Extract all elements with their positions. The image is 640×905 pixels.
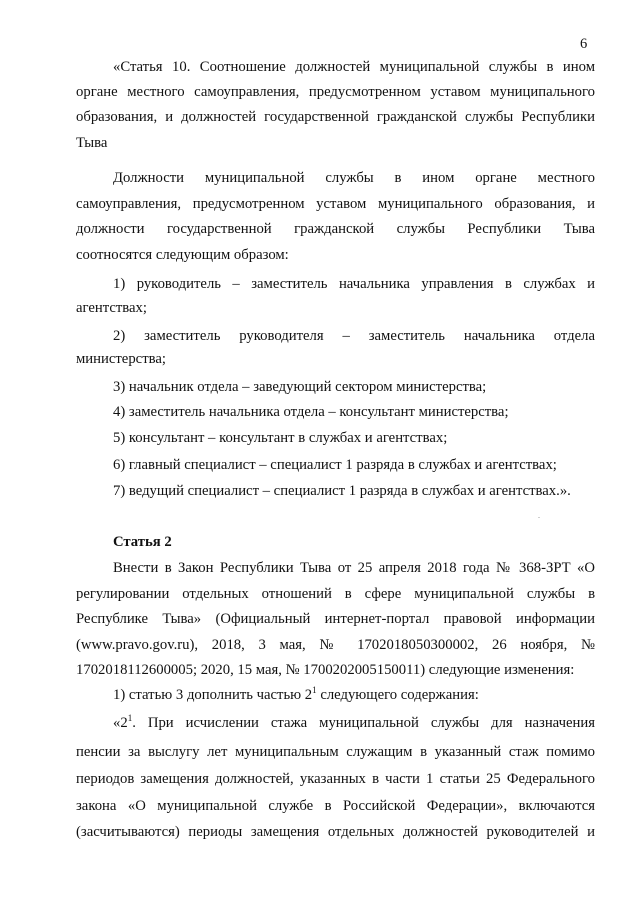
article-10-title-line-2: органе местного самоуправления, предусмотренном уставом муниципального [76, 84, 595, 100]
article-10-intro-line-3: должности государственной гражданской службы Республики Тыва [76, 221, 595, 237]
quote-superscript: 1 [127, 713, 133, 723]
article-2-point-1-tail: следующего содержания: [316, 687, 479, 703]
article-2-point-1-text: 1) статью 3 дополнить частью 2 [113, 687, 313, 703]
article-2-para-line-1: Внести в Закон Республики Тыва от 25 апреля 2018 года № 368-ЗРТ «О [113, 560, 595, 576]
article-2-para-line-3: Республике Тыва» (Официальный интернет-портал правовой информации [76, 611, 595, 627]
article-10-item-2-line-1: 2) заместитель руководителя – заместитель начальника отдела [113, 328, 595, 344]
quote-first-tail: . При исчислении стажа муниципальной службы для назначения [132, 715, 595, 731]
article-2-para-line-5: 1702018112600005; 2020, 15 мая, № 1700202005150011) следующие изменения: [76, 662, 575, 678]
article-10-item-1-line-2: агентствах; [76, 300, 147, 316]
article-10-item-5: 5) консультант – консультант в службах и агентствах; [113, 430, 448, 446]
article-10-title-line-3: образования, и должностей государственной гражданской службы Республики [76, 109, 595, 125]
scan-speck [538, 517, 540, 518]
article-10-intro-line-2: самоуправления, предусмотренном уставом муниципального образования, и [76, 196, 595, 212]
article-10-item-7: 7) ведущий специалист – специалист 1 разряда в службах и агентствах.». [113, 483, 571, 499]
article-10-item-6: 6) главный специалист – специалист 1 разряда в службах и агентствах; [113, 457, 557, 473]
article-2-point-1 [113, 686, 595, 705]
article-2-heading: Статья 2 [113, 534, 172, 550]
article-10-title-line-4: Тыва [76, 135, 108, 151]
article-10-intro-line-4: соотносятся следующим образом: [76, 247, 289, 263]
article-10-item-4: 4) заместитель начальника отдела – консультант министерства; [113, 404, 509, 420]
quote-prefix: «2 [113, 715, 128, 731]
article-2-para-line-2: регулировании отдельных отношений в сфере муниципальной службы в [76, 586, 595, 602]
quote-line-2: пенсии за выслугу лет муниципальным служащим в указанный стаж помимо [76, 744, 595, 760]
page-number: 6 [580, 36, 588, 52]
article-10-title-line-1: «Статья 10. Соотношение должностей муниципальной службы в ином [113, 59, 595, 75]
quote-line-3: периодов замещения должностей, указанных в части 1 статьи 25 Федерального [76, 771, 595, 787]
article-10-item-1-line-1: 1) руководитель – заместитель начальника управления в службах и [113, 276, 595, 292]
article-10-item-2-line-2: министерства; [76, 351, 166, 367]
article-2-point-1-superscript: 1 [312, 685, 317, 695]
quote-line-4: закона «О муниципальной службе в Российской Федерации», включаются [76, 798, 595, 814]
article-10-item-3: 3) начальник отдела – заведующий сектором министерства; [113, 379, 487, 395]
quote-line-1 [113, 714, 595, 733]
quote-line-5: (засчитываются) периоды замещения отдельных должностей руководителей и [76, 824, 595, 840]
article-10-intro-line-1: Должности муниципальной службы в ином органе местного [113, 170, 595, 186]
article-2-para-line-4: (www.pravo.gov.ru), 2018, 3 мая, № 1702018050300002, 26 ноября, № [76, 637, 595, 653]
